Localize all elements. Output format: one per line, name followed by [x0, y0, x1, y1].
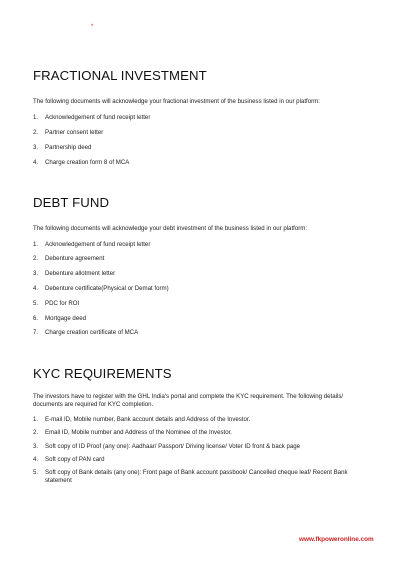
list-item	[33, 255, 363, 263]
list-item	[33, 329, 363, 337]
list-text: Charge creation certificate of MCA	[45, 329, 139, 337]
list-text: PDC for ROI	[45, 299, 80, 307]
section-intro: The following documents will acknowledge your debt investment of the business listed in our platform:	[33, 225, 308, 232]
list-number: 5.	[33, 468, 39, 476]
list-item	[33, 300, 363, 308]
list-text: Acknowledgement of fund receipt letter	[45, 240, 151, 248]
section-heading: FRACTIONAL INVESTMENT	[33, 68, 207, 83]
section-intro: The following documents will acknowledge your fractional investment of the business listed in our platform:	[33, 98, 320, 105]
list-text: Soft copy of Bank details (any one): Front page of Bank account passbook/ Cancelled cheque leaf/ Recent Bank statement	[45, 468, 348, 484]
list-number: 4.	[33, 159, 39, 167]
requirement-list	[33, 416, 363, 484]
section-heading: DEBT FUND	[33, 195, 110, 210]
list-item	[33, 241, 363, 249]
list-number: 1.	[33, 240, 39, 248]
list-item	[33, 469, 363, 484]
list-item	[33, 114, 363, 122]
list-text: Partner consent letter	[45, 128, 104, 136]
list-item	[33, 456, 363, 464]
list-item	[33, 144, 363, 152]
corner-mark: *	[91, 24, 94, 30]
list-text: Soft copy of PAN card	[45, 455, 105, 463]
section-intro: The investors have to register with the GHL India's portal and complete the KYC requirement. The following details/ documents are required for KYC completion.	[33, 393, 344, 408]
list-item	[33, 129, 363, 137]
list-item	[33, 270, 363, 278]
list-text: Debenture allotment letter	[45, 270, 116, 278]
list-text: Soft copy of ID Proof (any one): Aadhaar/ Passport/ Driving license/ Voter ID front & back page	[45, 442, 301, 450]
list-number: 2.	[33, 255, 39, 263]
list-number: 6.	[33, 314, 39, 322]
list-text: Email ID, Mobile number and Address of the Nominee of the Investor.	[45, 429, 232, 437]
section-kyc-requirements	[33, 366, 363, 490]
list-item	[33, 159, 363, 167]
list-item	[33, 416, 363, 424]
list-text: Mortgage deed	[45, 314, 86, 322]
list-number: 4.	[33, 284, 39, 292]
list-number: 1.	[33, 416, 39, 424]
list-number: 7.	[33, 329, 39, 337]
list-number: 5.	[33, 299, 39, 307]
footer-website-link[interactable]: www.fkpoweronline.com	[299, 536, 374, 543]
list-number: 3.	[33, 270, 39, 278]
list-item	[33, 429, 363, 437]
list-text: Acknowledgement of fund receipt letter	[45, 113, 151, 121]
list-number: 3.	[33, 143, 39, 151]
document-list	[33, 241, 363, 337]
list-number: 2.	[33, 429, 39, 437]
list-text: Debenture agreement	[45, 255, 105, 263]
list-number: 2.	[33, 128, 39, 136]
list-number: 3.	[33, 442, 39, 450]
section-fractional-investment	[33, 68, 363, 174]
list-text: Charge creation form 8 of MCA	[45, 159, 130, 167]
section-heading: KYC REQUIREMENTS	[33, 366, 172, 381]
section-debt-fund	[33, 195, 363, 344]
list-number: 4.	[33, 455, 39, 463]
list-text: E-mail ID, Mobile number, Bank account details and Address of the Investor.	[45, 416, 251, 424]
list-number: 1.	[33, 113, 39, 121]
document-list	[33, 114, 363, 167]
list-item	[33, 285, 363, 293]
list-item	[33, 443, 363, 451]
list-text: Debenture certificate(Physical or Demat form)	[45, 284, 169, 292]
list-text: Partnership deed	[45, 143, 92, 151]
list-item	[33, 315, 363, 323]
